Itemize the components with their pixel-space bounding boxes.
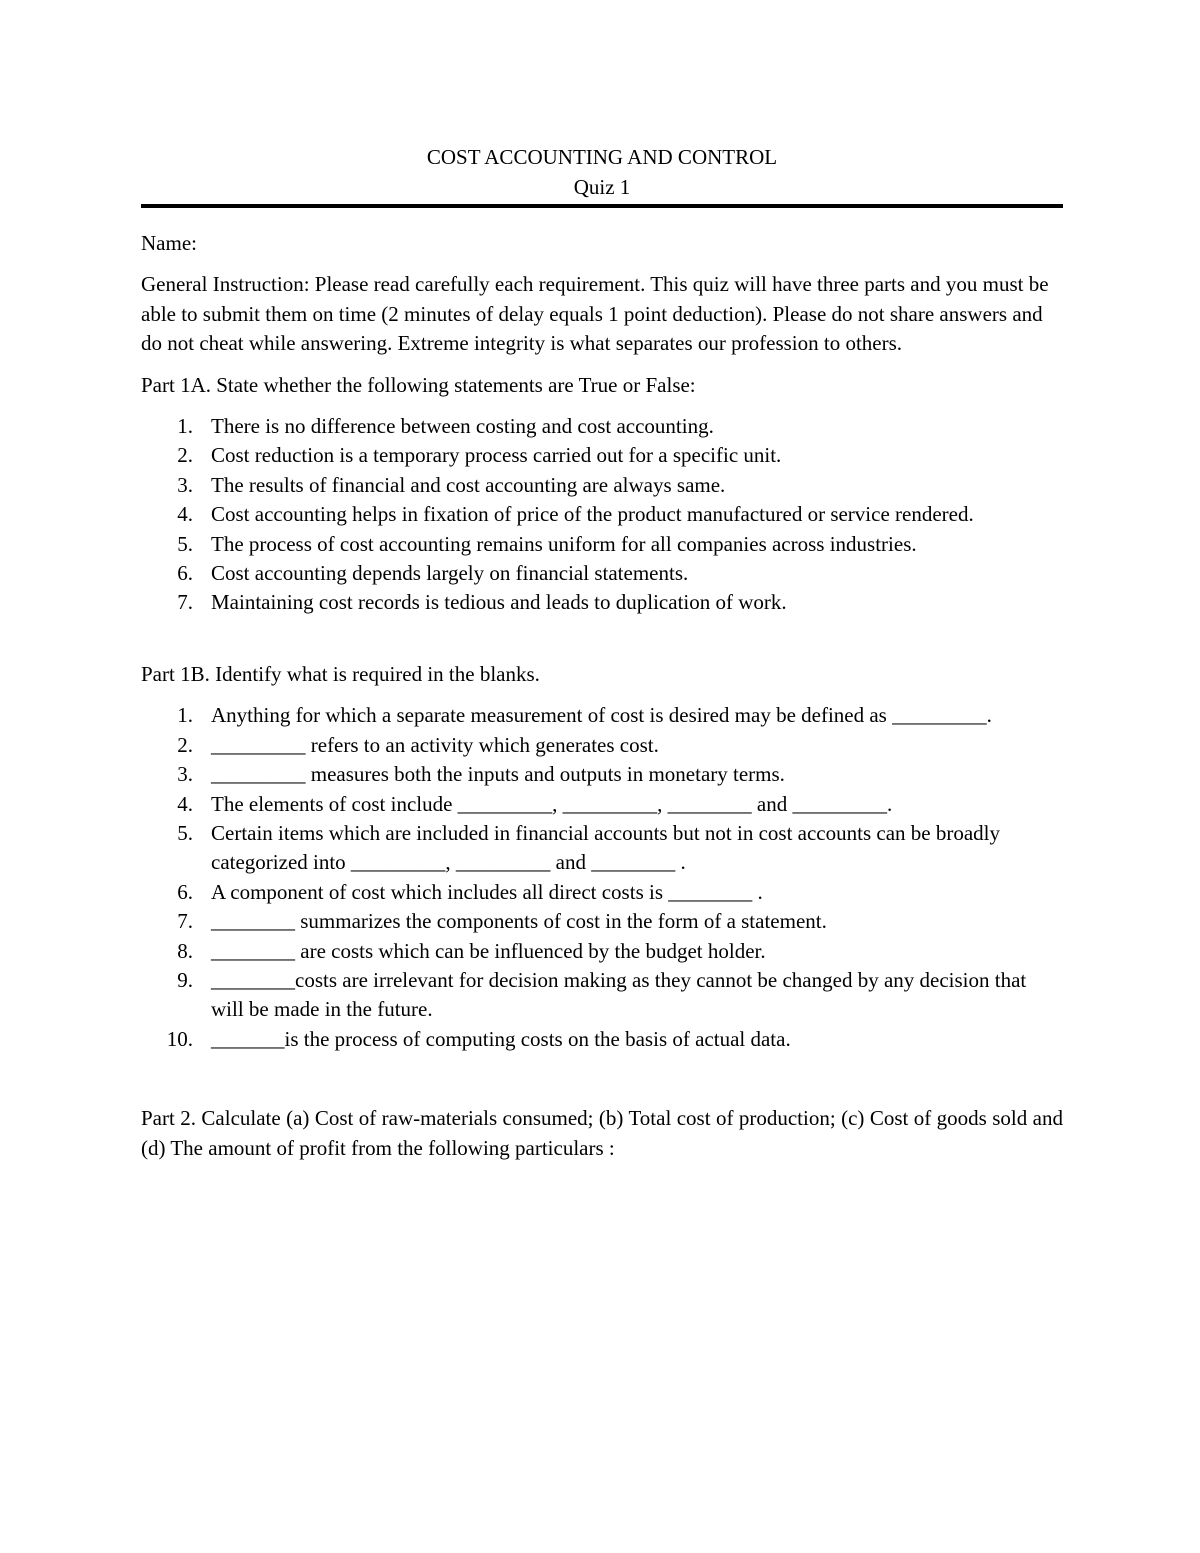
list-item bbox=[141, 471, 1063, 500]
list-item bbox=[141, 1025, 1063, 1054]
list-item bbox=[141, 731, 1063, 760]
item-number: 1. bbox=[177, 703, 193, 728]
item-text: Maintaining cost records is tedious and leads to duplication of work. bbox=[211, 590, 787, 615]
document-header bbox=[141, 142, 1063, 202]
list-item bbox=[141, 819, 1063, 878]
item-text: The process of cost accounting remains uniform for all companies across industries. bbox=[211, 531, 917, 556]
item-number: 10. bbox=[166, 1026, 193, 1051]
list-item bbox=[141, 500, 1063, 529]
item-number: 5. bbox=[177, 531, 193, 556]
item-number: 3. bbox=[177, 762, 193, 787]
item-number: 6. bbox=[177, 879, 193, 904]
item-text: ________costs are irrelevant for decision making as they cannot be changed by any decision that will be made in the future. bbox=[211, 967, 1027, 1022]
list-item bbox=[141, 559, 1063, 588]
part-1a-list bbox=[141, 412, 1063, 618]
item-text: _________ refers to an activity which generates cost. bbox=[211, 732, 659, 757]
item-text: ________ are costs which can be influenced by the budget holder. bbox=[211, 938, 766, 963]
item-text: Certain items which are included in financial accounts but not in cost accounts can be broadly categorized into _________, _________ and ________ . bbox=[211, 820, 1000, 875]
list-item bbox=[141, 790, 1063, 819]
item-number: 7. bbox=[177, 909, 193, 934]
item-text: The elements of cost include _________, _________, ________ and _________. bbox=[211, 791, 893, 816]
list-item bbox=[141, 966, 1063, 1025]
list-item bbox=[141, 530, 1063, 559]
item-number: 1. bbox=[177, 414, 193, 439]
item-text: _______is the process of computing costs on the basis of actual data. bbox=[211, 1026, 791, 1051]
item-number: 9. bbox=[177, 967, 193, 992]
list-item bbox=[141, 441, 1063, 470]
item-number: 8. bbox=[177, 938, 193, 963]
item-text: Cost accounting depends largely on financial statements. bbox=[211, 561, 689, 586]
part-1b-list bbox=[141, 701, 1063, 1054]
list-item bbox=[141, 760, 1063, 789]
header-divider bbox=[141, 204, 1063, 208]
document-subtitle: Quiz 1 bbox=[573, 175, 631, 199]
item-text: The results of financial and cost accounting are always same. bbox=[211, 472, 726, 497]
list-item bbox=[141, 878, 1063, 907]
part-1b-heading: Part 1B. Identify what is required in the blanks. bbox=[141, 661, 540, 686]
item-text: ________ summarizes the components of cost in the form of a statement. bbox=[211, 909, 827, 934]
list-item bbox=[141, 701, 1063, 730]
item-number: 7. bbox=[177, 590, 193, 615]
document-title: COST ACCOUNTING AND CONTROL bbox=[426, 145, 778, 169]
general-instruction: General Instruction: Please read carefully each requirement. This quiz will have three parts and you must be able to submit them on time (2 minutes of delay equals 1 point deduction). Please do not share answers and do not cheat while answering. Extreme integrity is what separates our profession to others. bbox=[141, 272, 1049, 356]
item-text: A component of cost which includes all direct costs is ________ . bbox=[211, 879, 763, 904]
item-number: 5. bbox=[177, 820, 193, 845]
item-text: Cost accounting helps in fixation of price of the product manufactured or service rendered. bbox=[211, 502, 974, 527]
item-number: 2. bbox=[177, 443, 193, 468]
list-item bbox=[141, 412, 1063, 441]
part-2-text: Part 2. Calculate (a) Cost of raw-materials consumed; (b) Total cost of production; (c) Cost of goods sold and (d) The amount of profit from the following particulars : bbox=[141, 1106, 1063, 1160]
item-text: Cost reduction is a temporary process carried out for a specific unit. bbox=[211, 443, 782, 468]
list-item bbox=[141, 588, 1063, 617]
item-text: Anything for which a separate measurement of cost is desired may be defined as _________. bbox=[211, 703, 992, 728]
part-1a-heading: Part 1A. State whether the following statements are True or False: bbox=[141, 372, 696, 397]
list-item bbox=[141, 907, 1063, 936]
item-number: 4. bbox=[177, 791, 193, 816]
item-number: 3. bbox=[177, 472, 193, 497]
quiz-document bbox=[141, 142, 1063, 1163]
name-label: Name: bbox=[141, 231, 197, 255]
item-number: 4. bbox=[177, 502, 193, 527]
item-number: 6. bbox=[177, 561, 193, 586]
list-item bbox=[141, 937, 1063, 966]
item-text: There is no difference between costing and cost accounting. bbox=[211, 414, 714, 439]
item-text: _________ measures both the inputs and outputs in monetary terms. bbox=[211, 762, 785, 787]
item-number: 2. bbox=[177, 732, 193, 757]
